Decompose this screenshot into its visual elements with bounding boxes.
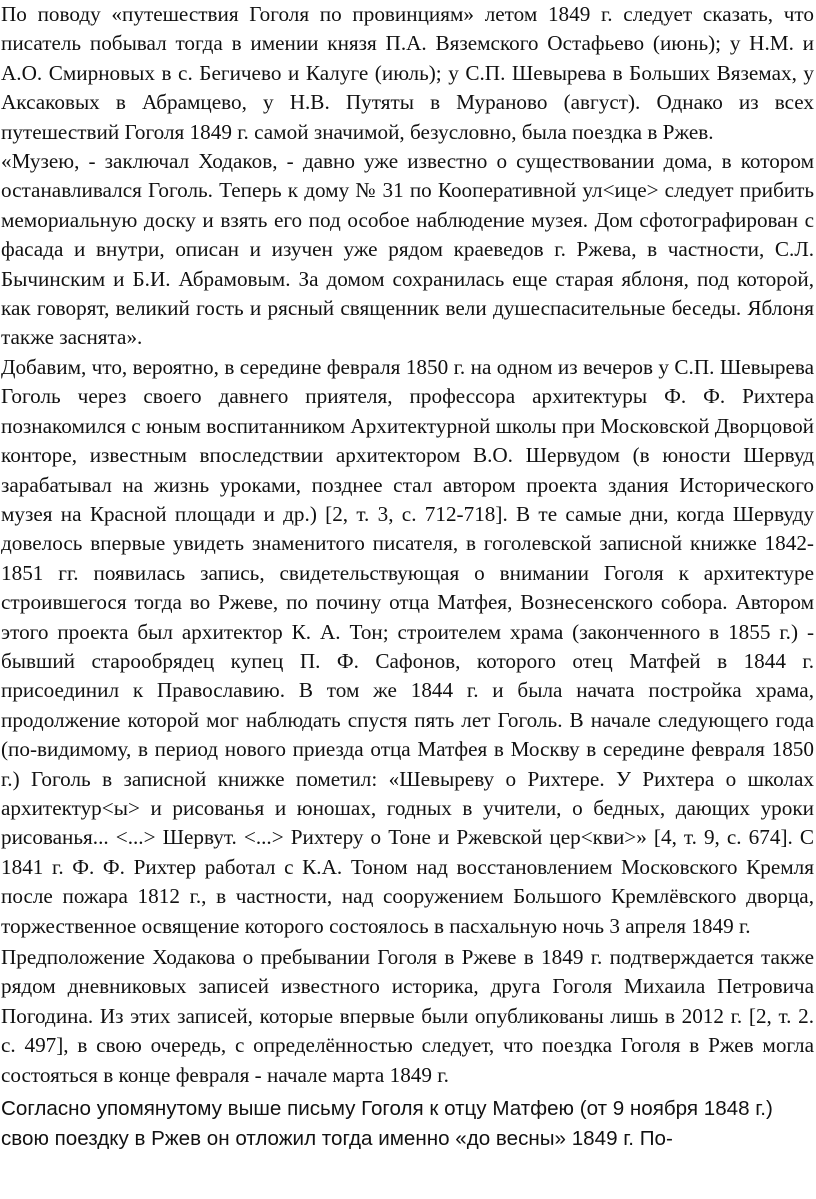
- paragraph-museum-quote: «Музею, - заключал Ходаков, - давно уже известно о существовании дома, в котором останавливался Гоголь. Теперь к дому № 31 по Кооперативной ул<ице> следует прибить мемориальную доску и взять его под особое наблюдение музея. Дом сфотографирован с фасада и внутри, описан и изучен уже рядом краеведов г. Ржева, в частности, С.Л. Бычинским и Б.И. Абрамовым. За домом сохранилась еще старая яблоня, под которой, как говорят, великий гость и рясный священник вели душеспасительные беседы. Яблоня также заснята».: [1, 149, 814, 350]
- document-page: [1, 0, 814, 1154]
- paragraph-sherwood-richter: Добавим, что, вероятно, в середине февраля 1850 г. на одном из вечеров у С.П. Шевырева Гоголь через своего давнего приятеля, профессора архитектуры Ф. Ф. Рихтера познакомился с юным воспитанником Архитектурной школы при Московской Дворцовой конторе, известным впоследствии архитектором В.О. Шервудом (в юности Шервуд зарабатывал на жизнь уроками, позднее стал автором проекта здания Исторического музея на Красной площади и др.) [2, т. 3, с. 712-718]. В те самые дни, когда Шервуду довелось впервые увидеть знаменитого писателя, в гоголевской записной книжке 1842-1851 гг. появилась запись, свидетельствующая о внимании Гоголя к архитектуре строившегося тогда во Ржеве, по почину отца Матфея, Вознесенского собора. Автором этого проекта был архитектор К. А. Тон; строителем храма (законченного в 1855 г.) - бывший старообрядец купец П. Ф. Сафонов, которого отец Матфей в 1844 г. присоединил к Православию. В том же 1844 г. и была начата постройка храма, продолжение которой мог наблюдать спустя пять лет Гоголь. В начале следующего года (по-видимому, в период нового приезда отца Матфея в Москву в середине февраля 1850 г.) Гоголь в записной книжке пометил: «Шевыреву о Рихтере. У Рихтера о школах архитектур<ы> и рисованья и юношах, годных в учители, о бедных, дающих уроки рисованья... <...> Шервут. <...> Рихтеру о Тоне и Ржевской цер<кви>» [4, т. 9, с. 674]. С 1841 г. Ф. Ф. Рихтер работал с К.А. Тоном над восстановлением Московского Кремля после пожара 1812 г., в частности, над сооружением Большого Кремлёвского дворца, торжественное освящение которого состоялось в пасхальную ночь 3 апреля 1849 г.: [1, 354, 814, 938]
- paragraph-pogodin-diary: Предположение Ходакова о пребывании Гоголя в Ржеве в 1849 г. подтверждается также рядом дневниковых записей известного историка, друга Гоголя Михаила Петровича Погодина. Из этих записей, которые впервые были опубликованы лишь в 2012 г. [2, т. 2. с. 497], в свою очередь, с определённостью следует, что поездка Гоголя в Ржев могла состояться в конце февраля - начале марта 1849 г.: [1, 945, 814, 1087]
- paragraph-letter-to-matfey: Согласно упомянутому выше письму Гоголя к отцу Матфею (от 9 ноября 1848 г.) свою поездку в Ржев он отложил тогда именно «до весны» 1849 г. По-: [1, 1097, 773, 1151]
- paragraph-gogol-travels-1849: По поводу «путешествия Гоголя по провинциям» летом 1849 г. следует сказать, что писатель побывал тогда в имении князя П.А. Вяземского Остафьево (июнь); у Н.М. и А.О. Смирновых в с. Бегичево и Калуге (июль); у С.П. Шевырева в Больших Вяземах, у Аксаковых в Абрамцево, у Н.В. Путяты в Мураново (август). Однако из всех путешествий Гоголя 1849 г. самой значимой, безусловно, была поездка в Ржев.: [1, 2, 814, 144]
